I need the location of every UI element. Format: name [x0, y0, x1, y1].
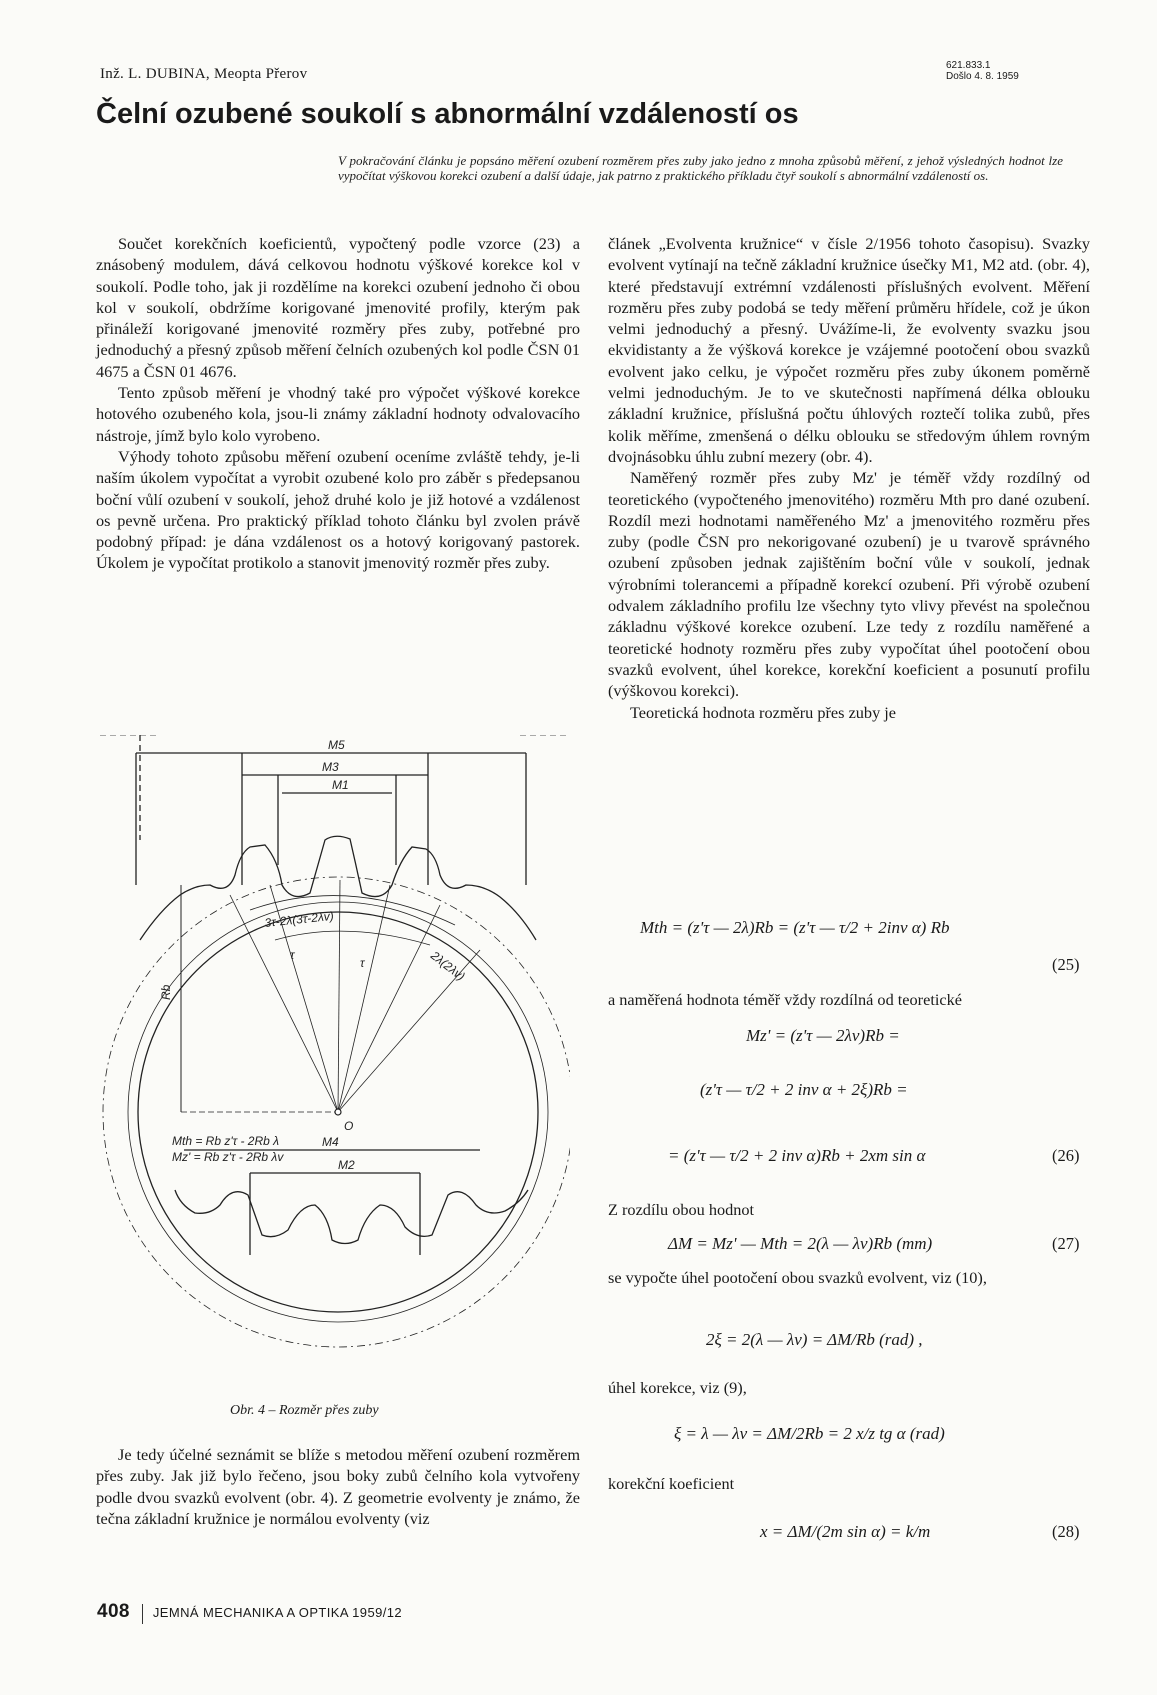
abstract: V pokračování článku je popsáno měření ozubení rozměrem přes zuby jako jedno z mnoha způsobů měření, z jehož výsledných hodnot lze vypočítat výškovou korekci ozubení a další údaje, jak patrno z praktického příkladu čtyř soukolí s abnormální vzdáleností os. — [338, 153, 1063, 183]
label-m4: M4 — [322, 1135, 339, 1149]
label-m3: M3 — [322, 760, 339, 774]
label-tau-1: τ — [290, 948, 295, 962]
paragraph: Tento způsob měření je vhodný také pro výpočet výškové korekce hotového ozubeného kola, jsou-li známy základní hodnoty odvalovacího nástroje, jímž bylo kolo vyrobeno. — [96, 383, 580, 445]
label-tau-2: τ — [360, 956, 365, 970]
page-number: 408 — [97, 1601, 130, 1622]
footer-separator — [142, 1604, 143, 1624]
journal-name: JEMNÁ MECHANIKA A OPTIKA 1959/12 — [152, 1605, 402, 1620]
label-rb: Rb — [159, 984, 173, 1000]
paragraph: Součet korekčních koeficientů, vypočtený podle vzorce (23) a znásobený modulem, dává celkovou hodnotu výškové korekce kol v soukolí. Podle toho, jak ji rozdělíme na korekci ozubení jednoho či obou kol v soukolí, obdržíme korigované jmenovité profily, kterým pak přináleží korigované jmenovité rozměry přes zuby, potřebné pro jednoduchý a přesný způsob měření čelních ozubených kol podle ČSN 01 4675 a ČSN 01 4676. — [96, 234, 580, 381]
text-line: Z rozdílu obou hodnot — [608, 1200, 755, 1219]
page-footer — [97, 1601, 402, 1624]
right-column — [608, 233, 1090, 723]
equation-xi: ξ = λ — λv = ΔM/2Rb = 2 x/z tg α (rad) — [674, 1424, 945, 1443]
paragraph: Je tedy účelné seznámit se blíže s metodou měření ozubení rozměrem přes zuby. Jak již bylo řečeno, jsou boky zubů čelního kola vytvořeny podle dvou svazků evolvent (obr. 4). Z geometrie evolventy je známo, že tečna základní kružnice je normálou evolventy (viz — [96, 1445, 580, 1528]
text-line: se vypočte úhel pootočení obou svazků evolvent, viz (10), — [608, 1268, 987, 1287]
label-m5: M5 — [328, 738, 345, 752]
formula-mz: Mz' = Rb z'τ - 2Rb λv — [172, 1150, 284, 1164]
center-point — [335, 1109, 341, 1115]
label-o: O — [344, 1119, 354, 1133]
label-arc-outer: 3τ-2λ(3τ-2λv) — [263, 908, 335, 930]
equation-28: x = ΔM/(2m sin α) = k/m — [760, 1522, 931, 1541]
left-column-bottom — [96, 1444, 580, 1529]
equation-25: Mth = (z'τ — 2λ)Rb = (z'τ — τ/2 + 2inv α) Rb — [640, 918, 950, 937]
equation-number-25: (25) — [1052, 955, 1080, 974]
paragraph: Teoretická hodnota rozměru přes zuby je — [630, 702, 897, 722]
text-line: úhel korekce, viz (9), — [608, 1378, 747, 1397]
label-arc-mid: 2λ(2λv) — [428, 948, 468, 984]
paragraph: Naměřený rozměr přes zuby Mz' je téměř vždy rozdílný od teoretického (vypočteného jmenovitého) rozměru Mth pro dané ozubení. Rozdíl mezi hodnotami naměřeného Mz' a jmenovitého rozměru přes zuby (podle ČSN pro nekorigované ozubení) je u tvarově správného ozubení způsoben jednak zajištěním boční vůle v soukolí, jednak výrobními tolerancemi a případně korekcí ozubení. Při výrobě ozubení odvalem základního profilu lze všechny tyto vlivy převést na společnou základnu výškové korekce ozubení. Lze tedy z rozdílu naměřené a teoretické hodnoty rozměru přes zuby vypočítat úhel pootočení obou svazků evolvent, úhel korekce, korekční koeficient a posunutí profilu (výškovou korekci). — [608, 468, 1090, 701]
equation-26b: (z'τ — τ/2 + 2 inv α + 2ξ)Rb = — [700, 1080, 908, 1099]
udc-block — [946, 60, 1019, 82]
udc-code: 621.833.1 — [946, 60, 991, 71]
left-column — [96, 233, 580, 574]
label-m2: M2 — [338, 1158, 355, 1172]
received-date: Došlo 4. 8. 1959 — [946, 71, 1019, 82]
equation-2xi: 2ξ = 2(λ — λv) = ΔM/Rb (rad) , — [706, 1330, 923, 1349]
text-line: a naměřená hodnota téměř vždy rozdílná od teoretické — [608, 990, 962, 1009]
author-line: Inž. L. DUBINA, Meopta Přerov — [100, 66, 308, 82]
equation-number-28: (28) — [1052, 1522, 1080, 1541]
label-m1: M1 — [332, 778, 349, 792]
figure-caption: Obr. 4 – Rozměr přes zuby — [230, 1403, 379, 1418]
equation-26c: = (z'τ — τ/2 + 2 inv α)Rb + 2xm sin α — [668, 1146, 926, 1165]
paragraph: Výhody tohoto způsobu měření ozubení oceníme zvláště tehdy, je-li naším úkolem vypočítat a vyrobit ozubené kolo pro záběr s předepsanou boční vůlí ozubení v soukolí, jehož druhé kolo je již hotové a vzdálenost os pevně určena. Pro praktický příklad tohoto článku byl zvolen právě podobný případ: je dána vzdálenost os a hotový korigovaný pastorek. Úkolem je vypočítat protikolo a stanovit jmenovitý rozměr přes zuby. — [96, 446, 580, 573]
figure-gear-diagram — [100, 735, 570, 1385]
equation-26a: Mz' = (z'τ — 2λv)Rb = — [746, 1026, 900, 1045]
top-teeth — [140, 836, 536, 940]
equation-number-26: (26) — [1052, 1146, 1080, 1165]
bottom-teeth — [175, 1190, 528, 1244]
equation-27: ΔM = Mz' — Mth = 2(λ — λv)Rb (mm) — [668, 1234, 933, 1253]
equation-number-27: (27) — [1052, 1234, 1080, 1253]
article-title: Čelní ozubené soukolí s abnormální vzdáleností os — [96, 98, 799, 130]
text-line: korekční koeficient — [608, 1474, 735, 1493]
paragraph: článek „Evolventa kružnice“ v čísle 2/1956 tohoto časopisu). Svazky evolvent vytínají na tečně základní kružnice úsečky M1, M2 atd. (obr. 4), které představují extrémní vzdálenosti příslušných evolvent. Měření rozměru přes zuby podobá se tedy měření průměru hřídele, což je úkon velmi jednoduchý a přesný. Uvážíme-li, že evolventy svazku jsou ekvidistanty a že výšková korekce je vzájemné pootočení obou svazků evolvent jako celku, je výpočet rozměru přes zuby úkonem poměrně velmi jednoduchým. Je to ve skutečnosti napřímená délka oblouku základní kružnice, příslušná počtu úhlových roztečí tolika zubů, přes kolik měříme, zmenšená o délku oblouku se středovým úhlem rovným dvojnásobku úhlu zubní mezery (obr. 4). — [608, 234, 1090, 466]
formula-mth: Mth = Rb z'τ - 2Rb λ — [172, 1134, 280, 1148]
